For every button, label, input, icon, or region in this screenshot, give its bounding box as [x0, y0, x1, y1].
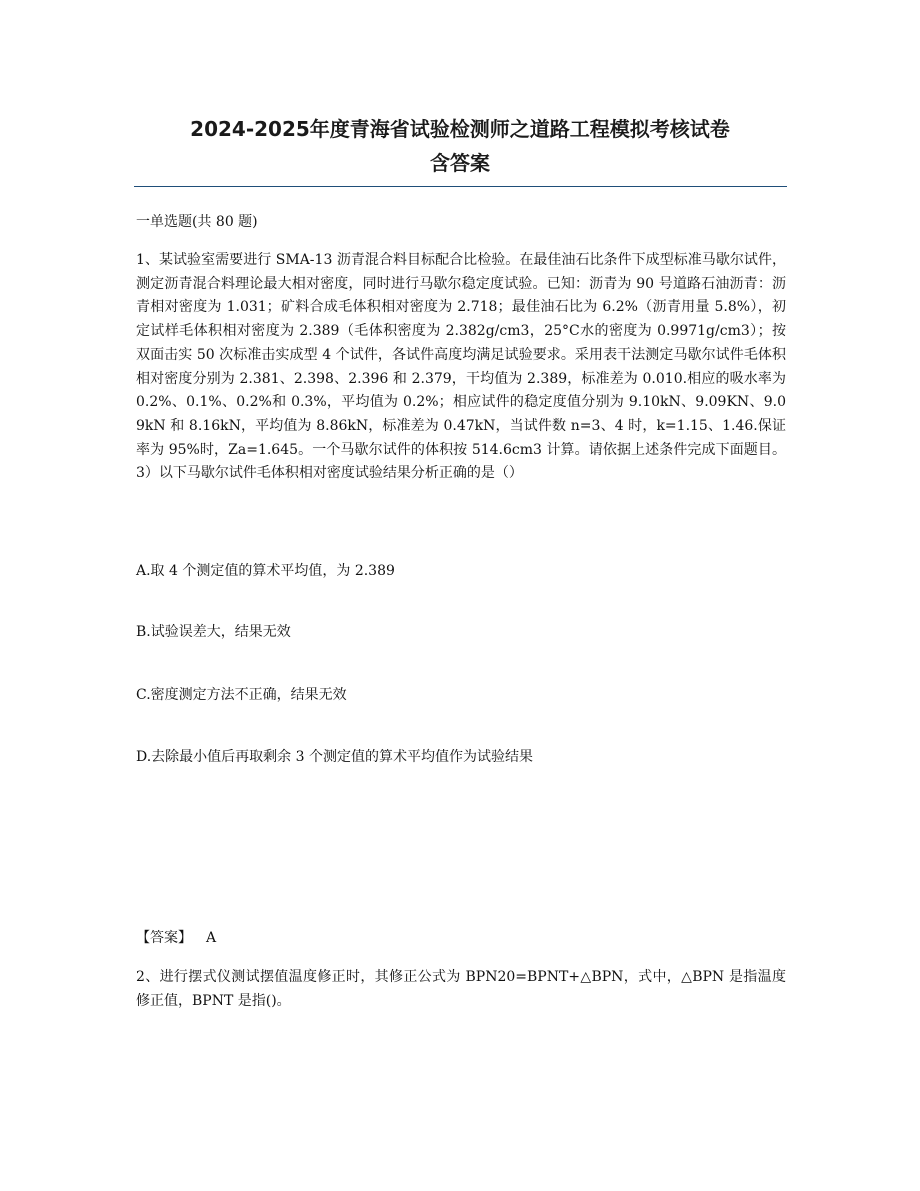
- title-line-2: 含答案: [430, 151, 490, 175]
- question-1-option-a: A.取 4 个测定值的算术平均值，为 2.389: [136, 563, 395, 579]
- answer-value: A: [206, 930, 217, 946]
- section-heading: 一单选题(共 80 题): [136, 214, 258, 230]
- question-1-answer: [136, 927, 216, 949]
- question-2-text: 2、进行摆式仪测试摆值温度修正时，其修正公式为 BPN20=BPNT+△BPN，式中，△BPN 是指温度修正值，BPNT 是指()。: [136, 969, 786, 1009]
- title-divider: [134, 186, 787, 187]
- document-title: [120, 112, 800, 180]
- question-1-option-b: B.试验误差大，结果无效: [136, 624, 291, 640]
- question-1-text: 1、某试验室需要进行 SMA-13 沥青混合料目标配合比检验。在最佳油石比条件下成型标准马歇尔试件，测定沥青混合料理论最大相对密度，同时进行马歇尔稳定度试验。已知：沥青为 90 号道路石油沥青：沥青相对密度为 1.031；矿料合成毛体积相对密度为 2.718；最佳油石比为 6.2%（沥青用量 5.8%），初定试样毛体积相对密度为 2.389（毛体积密度为 2.382g/cm3，25°C水的密度为 0.9971g/cm3）；按双面击实 50 次标准击实成型 4 个试件，各试件高度均满足试验要求。采用表干法测定马歇尔试件毛体积相对密度分别为 2.381、2.398、2.396 和 2.379，干均值为 2.389，标准差为 0.010.相应的吸水率为 0.2%、0.1%、0.2%和 0.3%，平均值为 0.2%；相应试件的稳定度值分别为 9.10kN、9.09KN、9.09kN 和 8.16kN，平均值为 8.86kN，标准差为 0.47kN，当试件数 n=3、4 时，k=1.15、1.46.保证率为 95%时，Za=1.645。一个马歇尔试件的体积按 514.6cm3 计算。请依据上述条件完成下面题目。3）以下马歇尔试件毛体积相对密度试验结果分析正确的是（）: [136, 252, 786, 482]
- question-1-option-c: C.密度测定方法不正确，结果无效: [136, 687, 347, 703]
- title-line-1: 2024-2025年度青海省试验检测师之道路工程模拟考核试卷: [190, 117, 730, 141]
- question-1-option-d: D.去除最小值后再取剩余 3 个测定值的算术平均值作为试验结果: [136, 749, 533, 765]
- answer-label: 【答案】: [136, 930, 192, 946]
